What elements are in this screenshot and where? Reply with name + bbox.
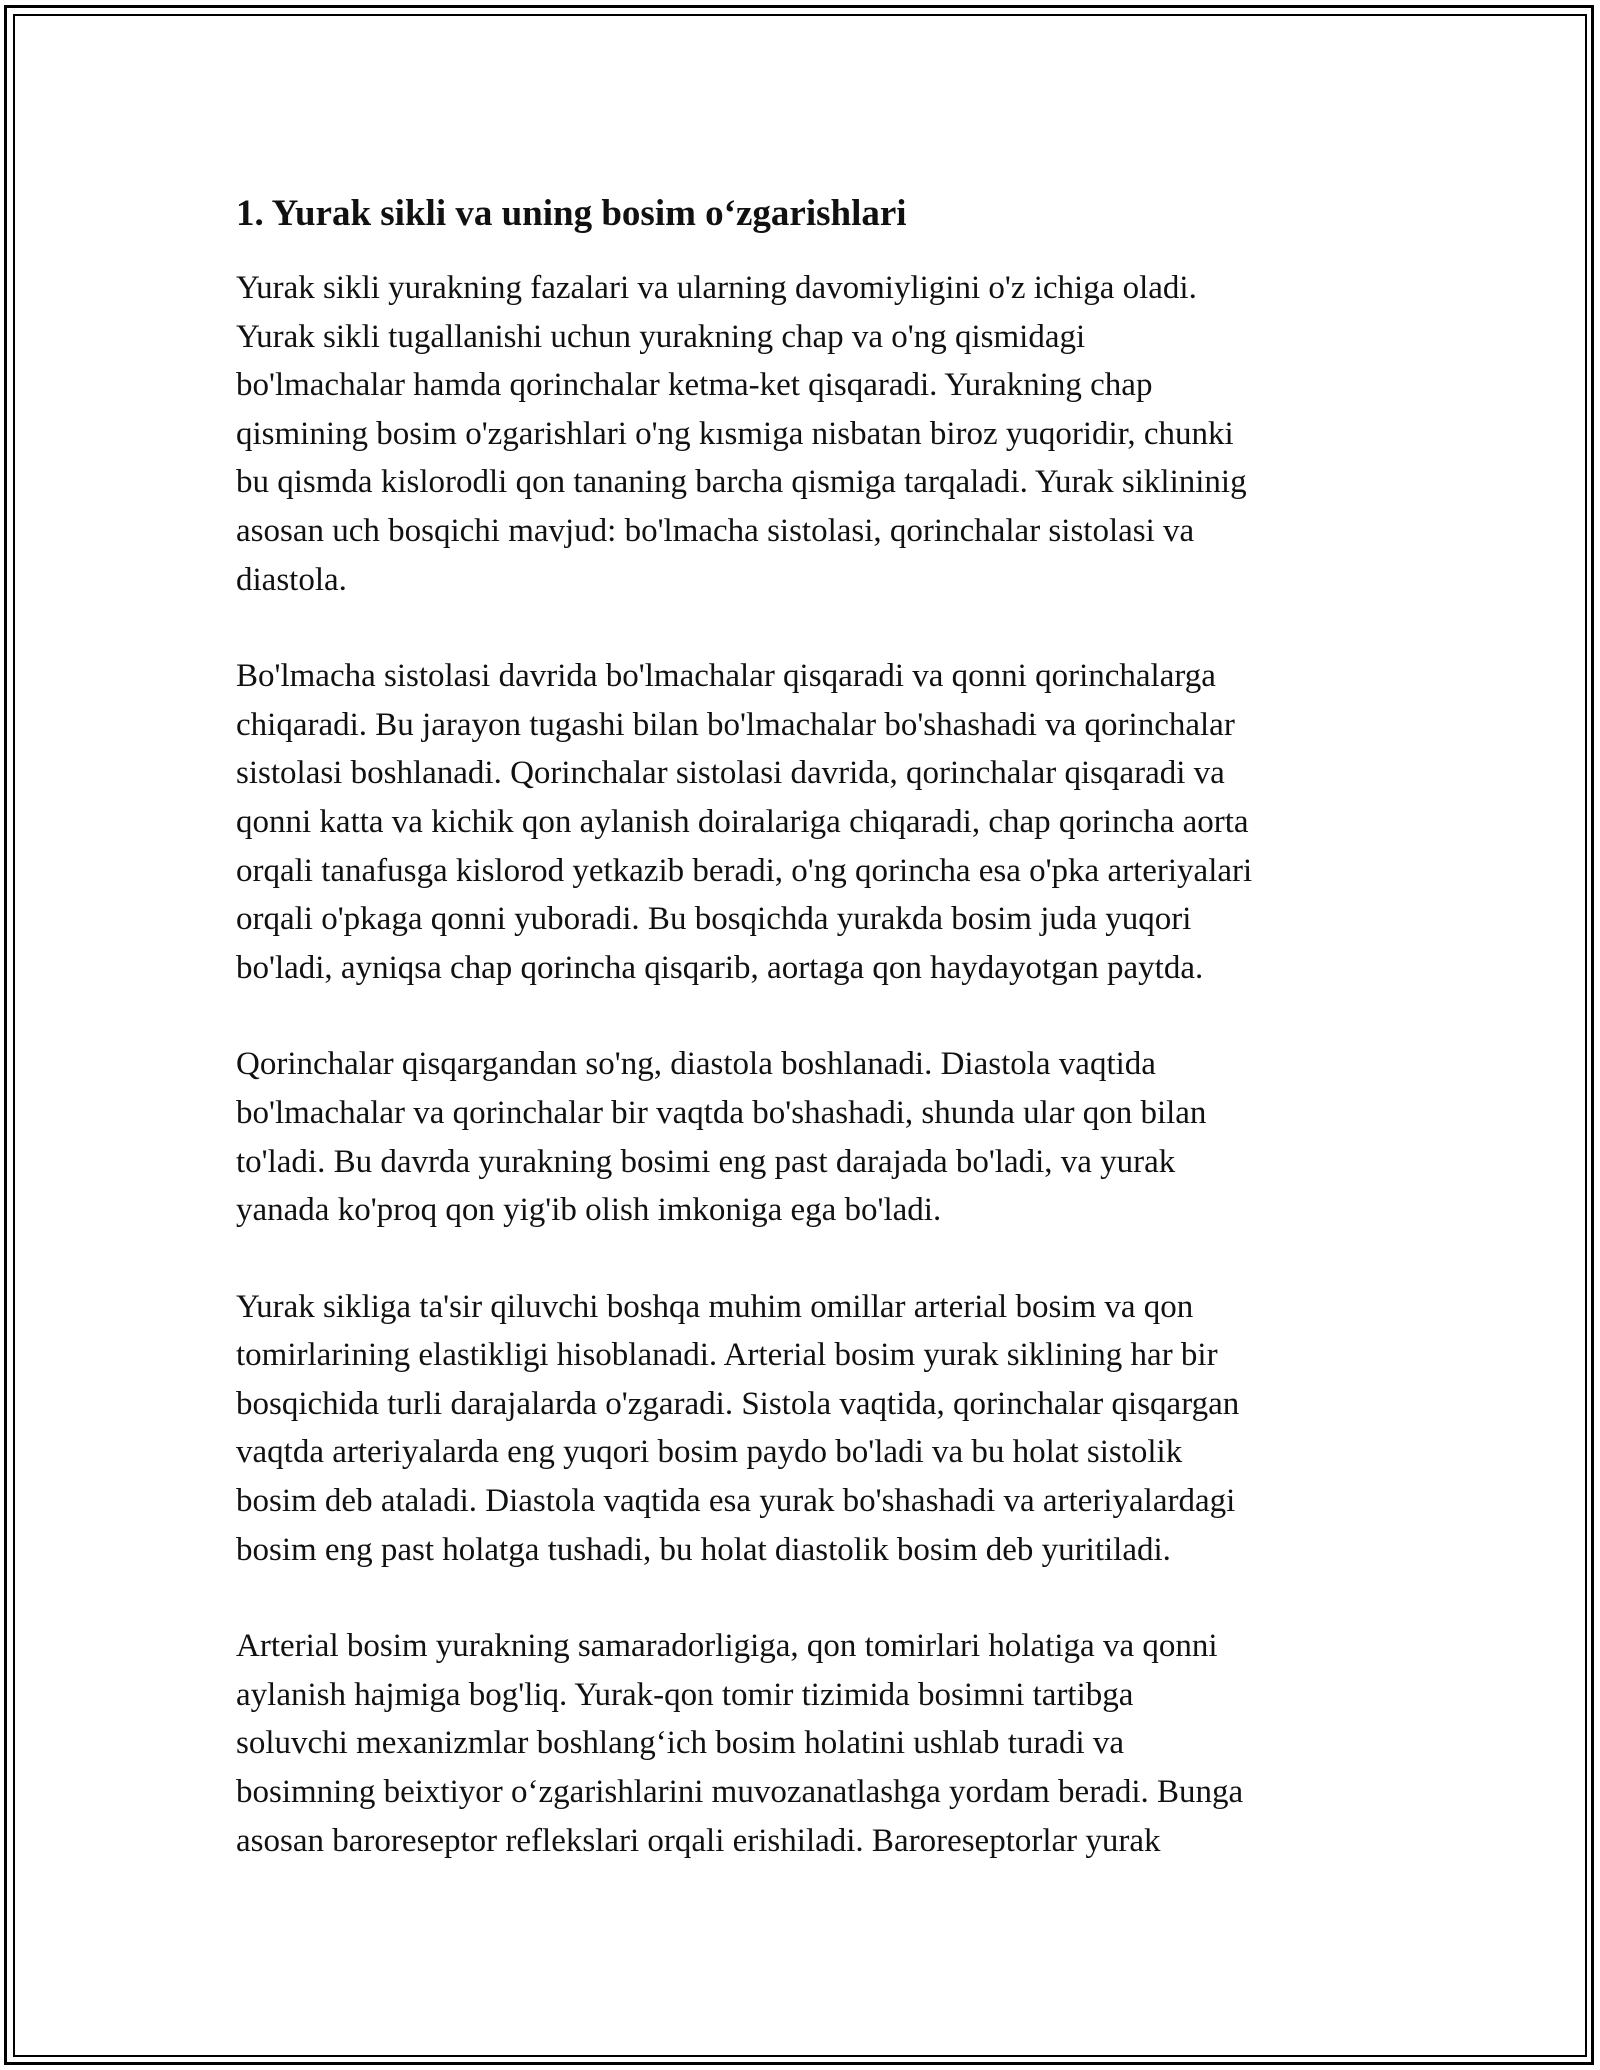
document-body: [236, 186, 1376, 1865]
paragraph-pressure-regulation: Arterial bosim yurakning samaradorligiga, qon tomirlari holatiga va qonni aylanish hajmiga bog'liq. Yurak-qon tomir tizimida bosimni tartibga soluvchi mexanizmlar boshlang‘ich bosim holatini ushlab turadi va bosimning beixtiyor o‘zgarishlarini muvozanatlashga yordam beradi. Bunga asosan baroreseptor reflekslari orqali erishiladi. Baroreseptorlar yurak: [236, 1628, 1244, 1859]
paragraph-diastole: Qorinchalar qisqargandan so'ng, diastola boshlanadi. Diastola vaqtida bo'lmachalar va qorinchalar bir vaqtda bo'shashadi, shunda ular qon bilan to'ladi. Bu davrda yurakning bosimi eng past darajada bo'ladi, va yurak yanada ko'proq qon yig'ib olish imkoniga ega bo'ladi.: [236, 1046, 1207, 1229]
section-heading: 1. Yurak sikli va uning bosim o‘zgarishlari: [236, 193, 907, 234]
paragraph-arterial-pressure: Yurak sikliga ta'sir qiluvchi boshqa muhim omillar arterial bosim va qon tomirlarining elastikligi hisoblanadi. Arterial bosim yurak siklining har bir bosqichida turli darajalarda o'zgaradi. Sistola vaqtida, qorinchalar qisqargan vaqtda arteriyalarda eng yuqori bosim paydo bo'ladi va bu holat sistolik bosim deb ataladi. Diastola vaqtida esa yurak bo'shashadi va arteriyalardagi bosim eng past holatga tushadi, bu holat diastolik bosim deb yuritiladi.: [236, 1288, 1240, 1568]
paragraph-atrial-ventricular-systole: Bo'lmacha sistolasi davrida bo'lmachalar qisqaradi va qonni qorinchalarga chiqaradi. Bu jarayon tugashi bilan bo'lmachalar bo'shashadi va qorinchalar sistolasi boshlanadi. Qorinchalar sistolasi davrida, qorinchalar qisqaradi va qonni katta va kichik qon aylanish doiralariga chiqaradi, chap qorincha aorta orqali tanafusga kislorod yetkazib beradi, o'ng qorincha esa o'pka arteriyalari orqali o'pkaga qonni yuboradi. Bu bosqichda yurakda bosim juda yuqori bo'ladi, ayniqsa chap qorincha qisqarib, aortaga qon haydayotgan paytda.: [236, 658, 1253, 986]
paragraph-cardiac-cycle-intro: Yurak sikli yurakning fazalari va ularning davomiyligini o'z ichiga oladi. Yurak sikli tugallanishi uchun yurakning chap va o'ng qismidagi bo'lmachalar hamda qorinchalar ketma-ket qisqaradi. Yurakning chap qismining bosim o'zgarishlari o'ng kısmiga nisbatan biroz yuqoridir, chunki bu qismda kislorodli qon tananing barcha qismiga tarqaladi. Yurak siklininig asosan uch bosqichi mavjud: bo'lmacha sistolasi, qorinchalar sistolasi va diastola.: [236, 270, 1247, 598]
